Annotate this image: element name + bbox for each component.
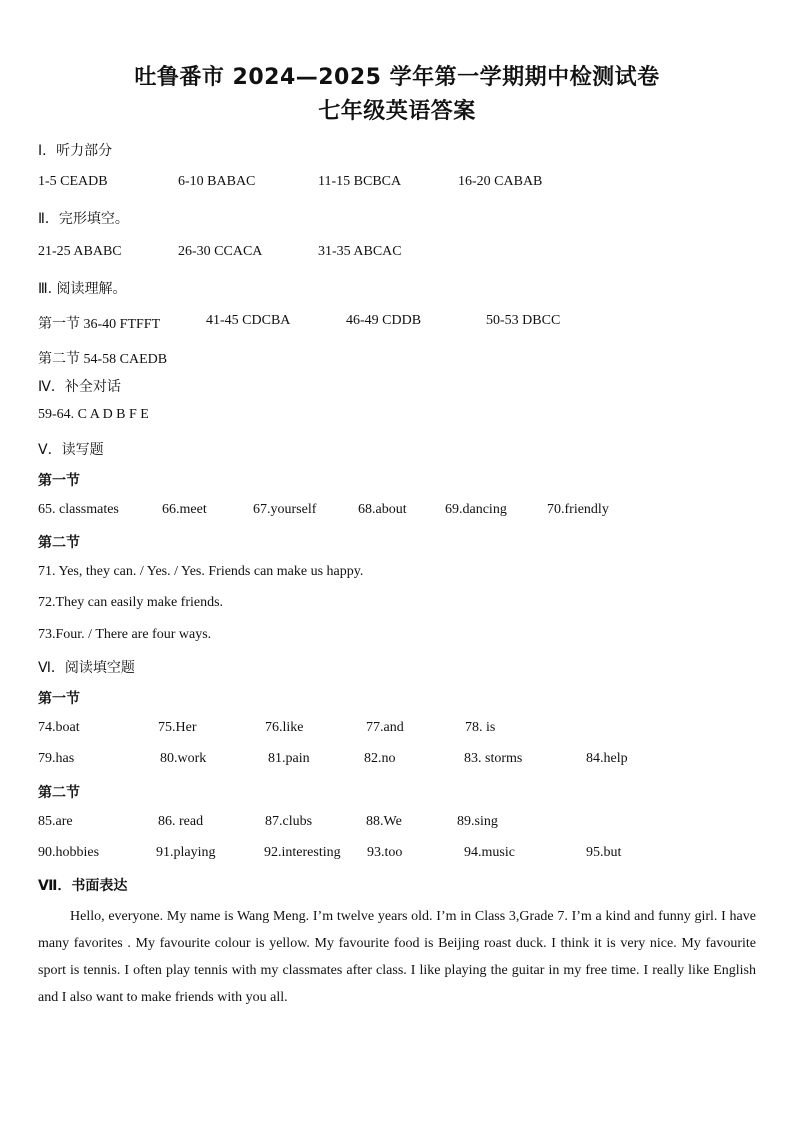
answer-item: 93.too <box>367 845 403 860</box>
answer-item: 92.interesting <box>264 845 341 860</box>
answer-item: 77.and <box>366 720 404 735</box>
subsection-heading: 第一节 <box>38 473 80 489</box>
answer-item: 87.clubs <box>265 814 313 829</box>
answer-item: 91.playing <box>156 845 216 860</box>
answer-item: 76.like <box>265 720 304 735</box>
answer-group: 16-20 CABAB <box>458 174 543 189</box>
document-title: 吐鲁番市 2024—2025 学年第一学期期中检测试卷 <box>134 65 660 90</box>
answer-group: 第二节 54-58 CAEDB <box>38 352 168 367</box>
document-subtitle: 七年级英语答案 <box>318 99 476 124</box>
answer-item: 81.pain <box>268 751 310 766</box>
answer-item: 66.meet <box>162 502 207 517</box>
section-2-heading: Ⅱ．完形填空。 <box>38 211 129 227</box>
answer-item: 73.Four. / There are four ways. <box>38 627 212 642</box>
answer-group: 11-15 BCBCA <box>318 174 402 189</box>
answer-item: 83. storms <box>464 751 523 766</box>
answer-item: 95.but <box>586 845 622 860</box>
section-1-heading: I．听力部分 <box>38 143 113 159</box>
answer-item: 82.no <box>364 751 396 766</box>
subsection-heading: 第二节 <box>38 785 80 801</box>
answer-group: 46-49 CDDB <box>346 313 422 328</box>
answer-item: 85.are <box>38 814 73 829</box>
section-6-heading: Ⅵ．阅读填空题 <box>38 660 135 676</box>
answer-group: 59-64. C A D B F E <box>38 407 149 422</box>
essay-paragraph: Hello, everyone. My name is Wang Meng. I’m twelve years old. I’m in Class 3,Grade 7. I’m a kind and funny girl. I have many favorites . My favourite colour is yellow. My favourite food is Beijing roast duck. I think it is very nice. My favourite sport is tennis. I often play tennis with my classmates after class. I like playing the guitar in my free time. I really like English and I also want to make friends with you all. <box>38 909 756 1005</box>
answer-group: 31-35 ABCAC <box>318 244 402 259</box>
answer-item: 90.hobbies <box>38 845 100 860</box>
answer-item: 78. is <box>465 720 496 735</box>
section-3-heading: Ⅲ. 阅读理解。 <box>38 281 127 297</box>
section-4-heading: Ⅳ．补全对话 <box>38 379 121 395</box>
answer-item: 75.Her <box>158 720 197 735</box>
answer-item: 79.has <box>38 751 75 766</box>
answer-group: 6-10 BABAC <box>178 174 256 189</box>
answer-item: 84.help <box>586 751 628 766</box>
answer-item: 65. classmates <box>38 502 119 517</box>
answer-item: 74.boat <box>38 720 80 735</box>
answer-item: 72.They can easily make friends. <box>38 595 224 610</box>
answer-item: 70.friendly <box>547 502 609 517</box>
answer-item: 88.We <box>366 814 402 829</box>
answer-item: 68.about <box>358 502 407 517</box>
answer-item: 67.yourself <box>253 502 317 517</box>
answer-group: 第一节 36-40 FTFFT <box>38 317 161 332</box>
section-5-heading: V．读写题 <box>38 442 104 458</box>
answer-group: 50-53 DBCC <box>486 313 561 328</box>
answer-item: 69.dancing <box>445 502 507 517</box>
answer-item: 94.music <box>464 845 515 860</box>
answer-group: 41-45 CDCBA <box>206 313 291 328</box>
answer-group: 26-30 CCACA <box>178 244 263 259</box>
answer-group: 21-25 ABABC <box>38 244 122 259</box>
answer-item: 80.work <box>160 751 207 766</box>
subsection-heading: 第二节 <box>38 535 80 551</box>
section-7-heading: Ⅶ．书面表达 <box>38 878 128 894</box>
answer-item: 71. Yes, they can. / Yes. / Yes. Friends can make us happy. <box>38 564 364 579</box>
answer-group: 1-5 CEADB <box>38 174 108 189</box>
subsection-heading: 第一节 <box>38 691 80 707</box>
answer-item: 86. read <box>158 814 204 829</box>
answer-item: 89.sing <box>457 814 498 829</box>
